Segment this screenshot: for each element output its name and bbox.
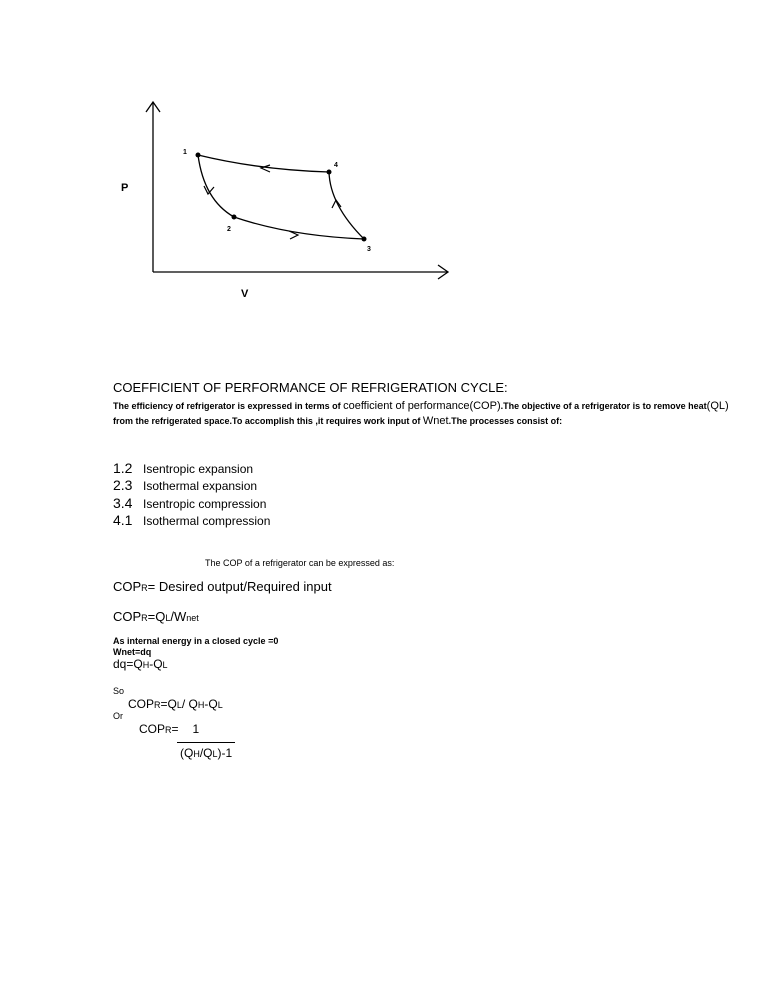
equation-cop-desired — [113, 579, 332, 594]
para-wnet: Wnet — [422, 415, 449, 427]
eq2-cop: COP — [113, 609, 142, 624]
point-label-1: 1 — [183, 149, 187, 156]
process-number: 3.4 — [113, 495, 133, 511]
eq1-rest: = Desired output/Required input — [147, 579, 332, 594]
equation-cop-ql-wnet — [113, 609, 199, 624]
curve-2-3 — [234, 217, 364, 239]
process-item — [113, 512, 270, 528]
eq5-subscript-l: L — [212, 749, 218, 759]
eq5-eq: = — [171, 722, 179, 736]
axis-label-v: V — [241, 288, 249, 300]
arrow-4-1 — [261, 165, 270, 172]
equation-cop-ql-qh — [128, 697, 223, 711]
para-part2: .The objective of a refrigerator is to remove heat — [500, 401, 707, 411]
eq3-subscript-h: H — [142, 660, 150, 670]
point-label-3: 3 — [367, 246, 371, 253]
process-item — [113, 495, 266, 511]
point-2 — [232, 215, 237, 220]
para-part1: The efficiency of refrigerator is expressed in terms of — [113, 401, 344, 411]
eq4-minus: -Q — [204, 697, 218, 711]
equation-cop-ratio-numerator — [139, 722, 199, 736]
eq1-subscript-r: R — [141, 583, 148, 593]
process-text: Isothermal compression — [143, 514, 271, 528]
wnet-dq-line: Wnet=dq — [113, 647, 152, 657]
process-text: Isentropic expansion — [143, 462, 254, 476]
eq5-subscript-r: R — [165, 725, 172, 735]
eq4-subscript-l2: L — [217, 700, 223, 710]
point-4 — [327, 170, 332, 175]
process-number: 1.2 — [113, 460, 133, 476]
eq5-den-open: (Q — [180, 746, 194, 760]
eq3-minus: -Q — [149, 657, 163, 671]
eq5-subscript-h: H — [193, 749, 200, 759]
process-number: 2.3 — [113, 477, 133, 493]
eq2-subscript-l: L — [165, 613, 171, 623]
process-number: 4.1 — [113, 512, 133, 528]
equation-dq — [113, 657, 168, 671]
point-label-4: 4 — [334, 162, 338, 169]
eq4-subscript-r: R — [154, 700, 161, 710]
para-cop-term: coefficient of performance(COP) — [343, 400, 501, 412]
eq4-slash: / Q — [181, 697, 198, 711]
eq4-subscript-l: L — [176, 700, 182, 710]
pv-diagram — [0, 0, 768, 320]
process-item — [113, 477, 257, 493]
eq4-cop: COP — [128, 697, 155, 711]
fraction-bar — [177, 742, 235, 743]
curve-3-4 — [329, 172, 364, 239]
eq2-eq: =Q — [147, 609, 166, 624]
eq2-subscript-net: net — [186, 613, 199, 623]
eq4-eq: =Q — [160, 697, 177, 711]
equation-cop-ratio-denominator — [180, 746, 232, 760]
eq5-slash: /Q — [199, 746, 213, 760]
eq2-subscript-r: R — [141, 613, 148, 623]
process-item — [113, 460, 253, 476]
process-text: Isentropic compression — [143, 497, 267, 511]
para-part3: from the refrigerated space.To accomplish this ,it requires work input of — [113, 416, 423, 426]
process-text: Isothermal expansion — [143, 479, 258, 493]
axis-label-p: P — [121, 182, 129, 194]
para-ql: (QL) — [706, 400, 729, 412]
curve-1-2 — [198, 155, 234, 217]
intro-paragraph — [113, 399, 733, 429]
eq3-subscript-l: L — [162, 660, 168, 670]
cop-intro: The COP of a refrigerator can be expressed as: — [205, 558, 395, 568]
eq4-subscript-h: H — [197, 700, 205, 710]
para-part4: .The processes consist of: — [448, 416, 563, 426]
internal-energy-line: As internal energy in a closed cycle =0 — [113, 636, 279, 646]
eq1-cop: COP — [113, 579, 142, 594]
or-label: Or — [113, 711, 123, 721]
eq5-cop: COP — [139, 722, 166, 736]
eq5-numerator: 1 — [192, 722, 200, 736]
eq2-slash: /W — [170, 609, 187, 624]
point-3 — [362, 237, 367, 242]
section-heading: COEFFICIENT OF PERFORMANCE OF REFRIGERATION CYCLE: — [113, 380, 508, 395]
point-label-2: 2 — [227, 226, 231, 233]
eq3-dq: dq=Q — [113, 657, 143, 671]
eq5-den-close: )-1 — [217, 746, 233, 760]
so-label: So — [113, 686, 125, 696]
point-1 — [196, 153, 201, 158]
